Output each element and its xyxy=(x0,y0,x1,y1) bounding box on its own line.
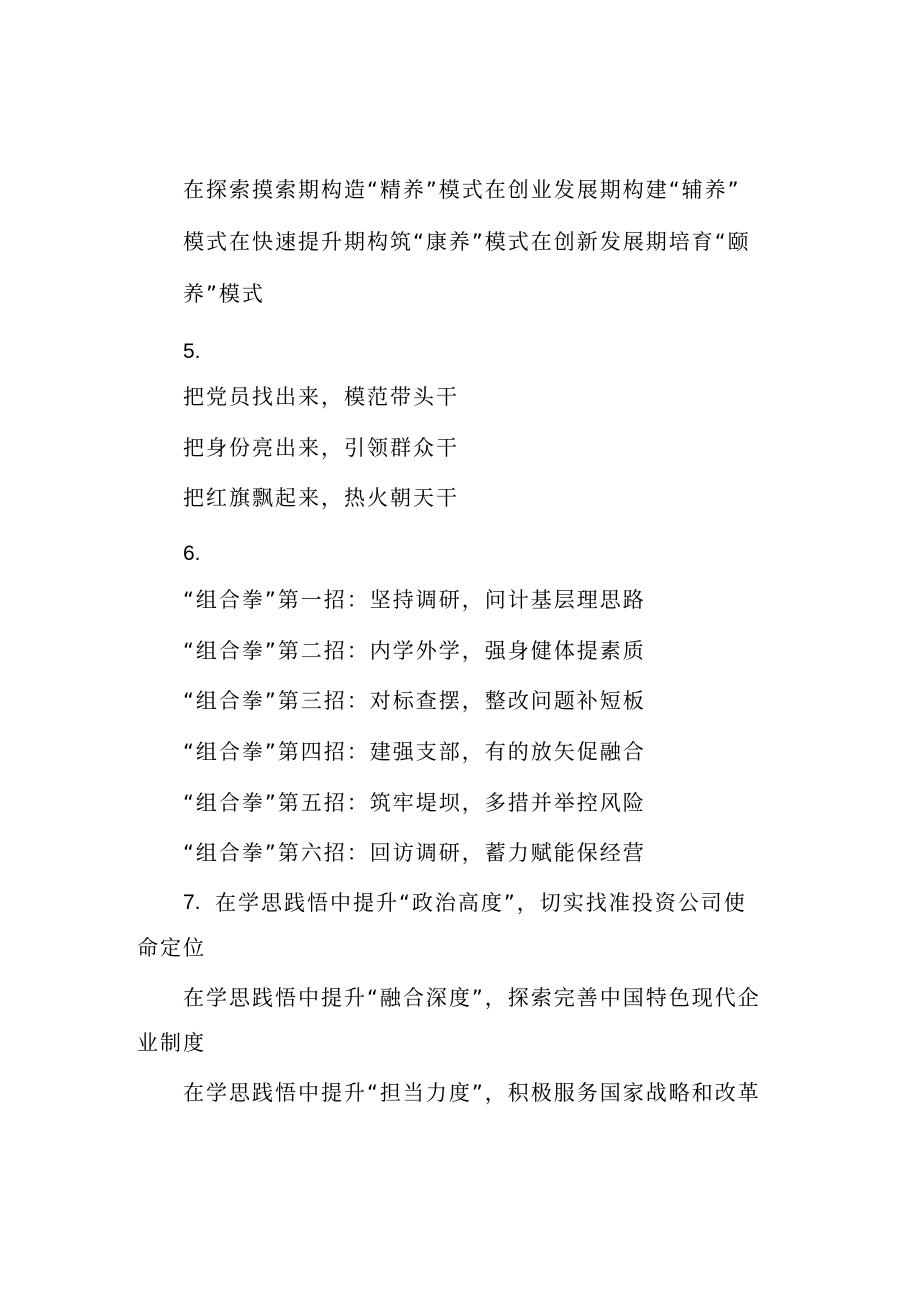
section4-line-2: 模式在快速提升期构筑“康养”模式在创新发展期培育“颐 xyxy=(183,230,751,254)
section4-line-3: 养”模式 xyxy=(183,282,265,306)
section6-line-6: “组合拳”第六招：回访调研，蓄力赋能保经营 xyxy=(183,841,646,865)
section6-line-5: “组合拳”第五招：筑牢堤坝，多措并举控风险 xyxy=(183,791,646,815)
section6-line-1: “组合拳”第一招：坚持调研，问计基层理思路 xyxy=(183,588,646,612)
section6-number: 6. xyxy=(183,542,201,565)
section6-line-2: “组合拳”第二招：内学外学，强身健体提素质 xyxy=(183,639,646,663)
section4-line-1: 在探索摸索期构造“精养”模式在创业发展期构建“辅养” xyxy=(183,178,741,202)
section7-line-4: 业制度 xyxy=(137,1031,206,1055)
section6-line-4: “组合拳”第四招：建强支部，有的放矢促融合 xyxy=(183,740,646,764)
section7-line-3: 在学思践悟中提升“融合深度”，探索完善中国特色现代企 xyxy=(183,986,761,1010)
section5-line-1: 把党员找出来，模范带头干 xyxy=(183,385,459,409)
section6-line-3: “组合拳”第三招：对标查摆，整改问题补短板 xyxy=(183,689,646,713)
section7-line-2: 命定位 xyxy=(137,936,206,960)
section7-line-1: 在学思践悟中提升“政治高度”，切实找准投资公司使 xyxy=(215,891,747,915)
section5-number: 5. xyxy=(183,340,201,363)
section7-number: 7. xyxy=(183,891,201,914)
section7-line-5: 在学思践悟中提升“担当力度”，积极服务国家战略和改革 xyxy=(183,1081,761,1105)
section5-line-3: 把红旗飘起来，热火朝天干 xyxy=(183,486,459,510)
section5-line-2: 把身份亮出来，引领群众干 xyxy=(183,436,459,460)
